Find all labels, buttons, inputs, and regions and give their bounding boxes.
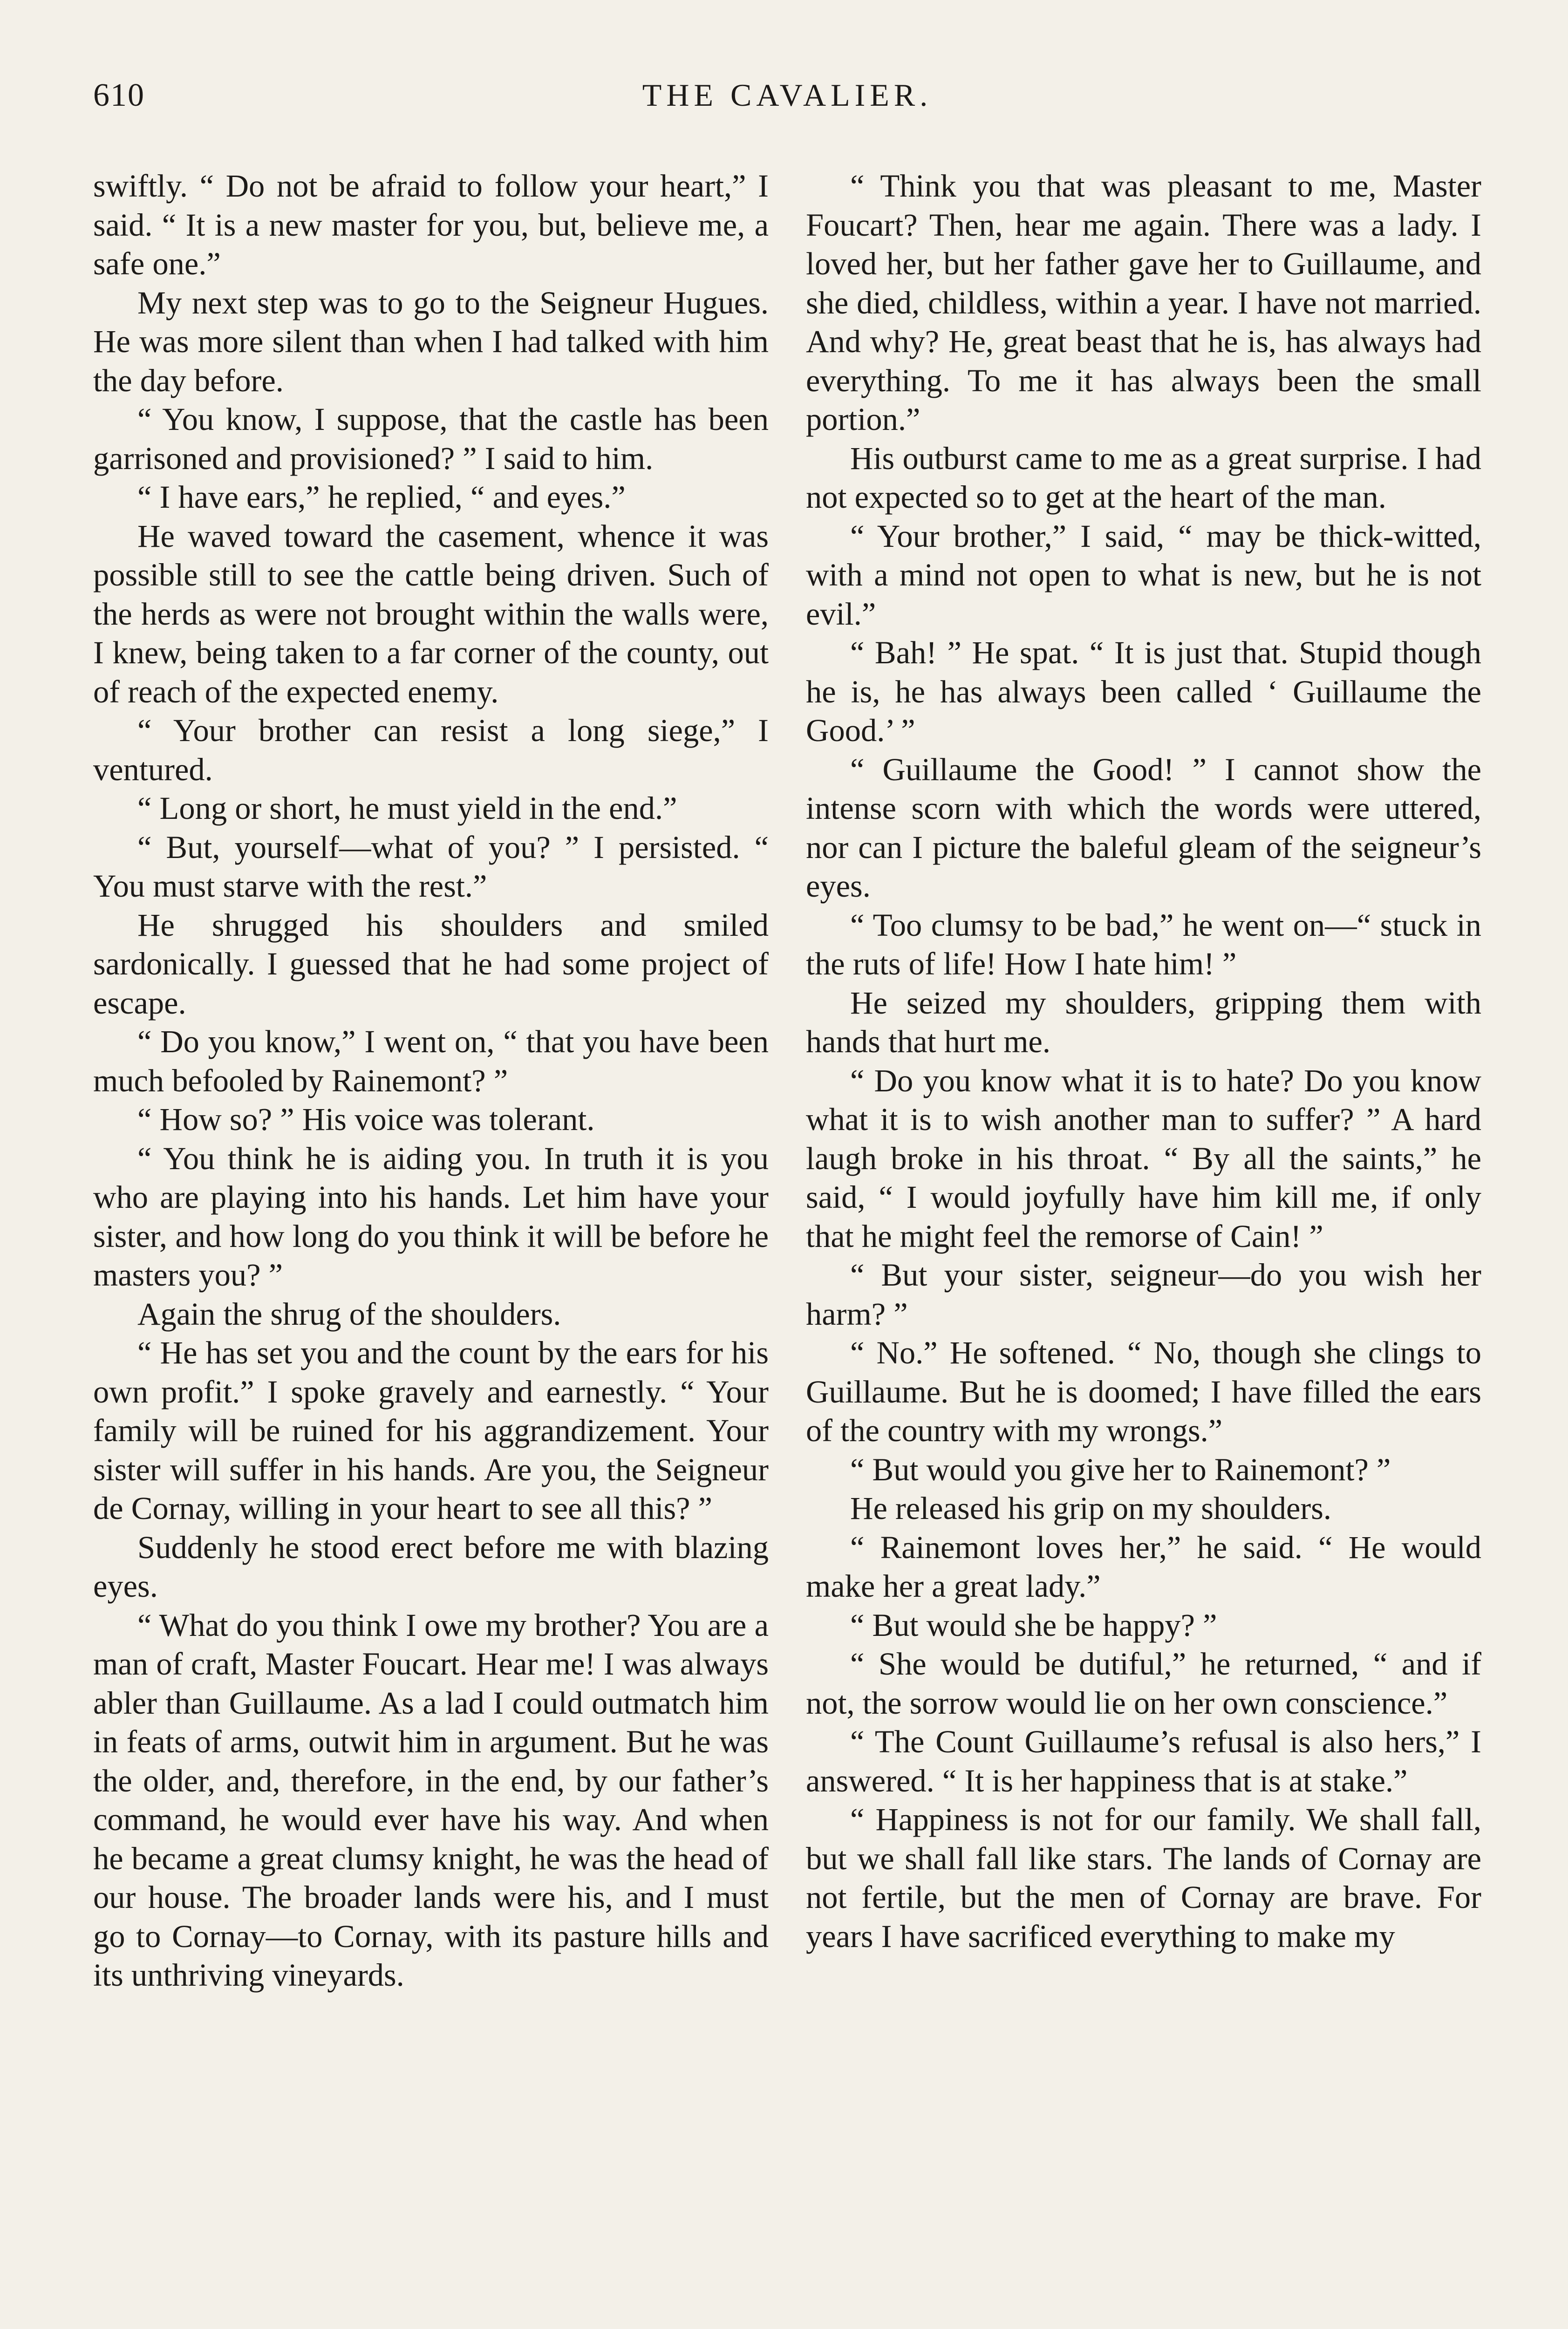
page-header xyxy=(93,77,1481,128)
paragraph: “ Guillaume the Good! ” I cannot show the intense scorn with which the words were uttered, nor can I picture the baleful gleam of the seigneur’s eyes. xyxy=(806,751,1481,904)
paragraph: His outburst came to me as a great surprise. I had not expected so to get at the heart of the man. xyxy=(806,440,1481,515)
paragraph: “ You know, I suppose, that the castle has been garrisoned and provisioned? ” I said to him. xyxy=(93,402,769,476)
paragraph: “ She would be dutiful,” he returned, “ and if not, the sorrow would lie on her own conscience.” xyxy=(806,1646,1481,1721)
paragraph: “ No.” He softened. “ No, though she clings to Guillaume. But he is doomed; I have filled the ears of the country with my wrongs.” xyxy=(806,1335,1481,1448)
paragraph: “ Bah! ” He spat. “ It is just that. Stupid though he is, he has always been called ‘ Guillaume the Good.’ ” xyxy=(806,635,1481,748)
right-column xyxy=(806,167,1481,1956)
paragraph: “ Think you that was pleasant to me, Master Foucart? Then, hear me again. There was a lady. I loved her, but her father gave her to Guillaume, and she died, childless, within a year. I have not married. And why? He, great beast that he is, has always had everything. To me it has always been the small portion.” xyxy=(806,168,1481,437)
paragraph: “ Too clumsy to be bad,” he went on—“ stuck in the ruts of life! How I hate him! ” xyxy=(806,907,1481,981)
paragraph: “ Long or short, he must yield in the end.” xyxy=(137,790,677,826)
paragraph: “ But your sister, seigneur—do you wish her harm? ” xyxy=(806,1257,1481,1332)
paragraph: My next step was to go to the Seigneur Hugues. He was more silent than when I had talked with him the day before. xyxy=(93,285,769,398)
paragraph: “ Rainemont loves her,” he said. “ He would make her a great lady.” xyxy=(806,1529,1481,1604)
paragraph: “ Your brother,” I said, “ may be thick-witted, with a mind not open to what is new, but he is not evil.” xyxy=(806,518,1481,632)
paragraph: “ Your brother can resist a long siege,” I ventured. xyxy=(93,713,769,787)
paragraph: “ But would you give her to Rainemont? ” xyxy=(850,1451,1391,1487)
paragraph: “ He has set you and the count by the ears for his own profit.” I spoke gravely and earnestly. “ Your family will be ruined for his aggrandizement. Your sister will suffer in his hands. Are you, the Seigneur de Cornay, willing in your heart to see all this? ” xyxy=(93,1335,769,1526)
paragraph: “ Do you know what it is to hate? Do you know what it is to wish another man to suffer? ” A hard laugh broke in his throat. “ By all the saints,” he said, “ I would joyfully have him kill me, if only that he might feel the remorse of Cain! ” xyxy=(806,1062,1481,1254)
paragraph: He waved toward the casement, whence it was possible still to see the cattle being driven. Such of the herds as were not brought within the walls were, I knew, being taken to a far corner of the county, out of reach of the expected enemy. xyxy=(93,518,769,709)
paragraph: He seized my shoulders, gripping them with hands that hurt me. xyxy=(806,985,1481,1059)
paragraph: swiftly. “ Do not be afraid to follow your heart,” I said. “ It is a new master for you, but, believe me, a safe one.” xyxy=(93,168,769,281)
page-number: 610 xyxy=(93,77,145,113)
paragraph: “ You think he is aiding you. In truth it is you who are playing into his hands. Let him have your sister, and how long do you think it will be before he masters you? ” xyxy=(93,1140,769,1293)
paragraph: Suddenly he stood erect before me with blazing eyes. xyxy=(93,1529,769,1604)
paragraph: “ I have ears,” he replied, “ and eyes.” xyxy=(137,479,626,515)
paragraph: “ Happiness is not for our family. We shall fall, but we shall fall like stars. The lands of Cornay are not fertile, but the men of Cornay are brave. For years I have sacrificed everything to make my xyxy=(806,1802,1481,1954)
paragraph: “ But would she be happy? ” xyxy=(850,1607,1217,1643)
paragraph: Again the shrug of the shoulders. xyxy=(137,1296,561,1332)
paragraph: “ But, yourself—what of you? ” I persisted. “ You must starve with the rest.” xyxy=(93,829,769,904)
paragraph: “ Do you know,” I went on, “ that you have been much befooled by Rainemont? ” xyxy=(93,1024,769,1098)
running-title: THE CAVALIER. xyxy=(642,77,933,113)
paragraph: “ What do you think I owe my brother? You are a man of craft, Master Foucart. Hear me! I was always abler than Guillaume. As a lad I could outmatch him in feats of arms, outwit him in argument. But he was the older, and, therefore, in the end, by our father’s command, he would ever have his way. And when he became a great clumsy knight, he was the head of our house. The broader lands were his, and I must go to Cornay—to Cornay, with its pasture hills and its unthriving vineyards. xyxy=(93,1607,769,1993)
paragraph: He shrugged his shoulders and smiled sardonically. I guessed that he had some project of escape. xyxy=(93,907,769,1021)
paragraph: “ The Count Guillaume’s refusal is also hers,” I answered. “ It is her happiness that is at stake.” xyxy=(806,1724,1481,1798)
left-column xyxy=(93,167,769,1995)
paragraph: “ How so? ” His voice was tolerant. xyxy=(137,1102,595,1137)
paragraph: He released his grip on my shoulders. xyxy=(850,1491,1331,1526)
